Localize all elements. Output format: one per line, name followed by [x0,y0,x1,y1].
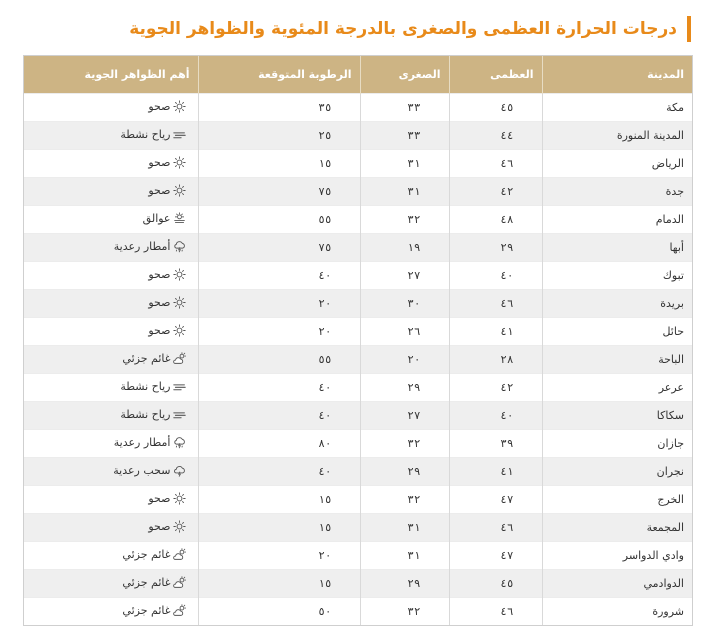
cell-humidity: ٧٥ [198,234,360,262]
sun-icon [173,324,186,337]
cell-condition [24,346,198,374]
cell-condition [24,402,198,430]
dust-icon [173,212,186,225]
cell-min: ٢٩ [360,570,449,598]
cell-min: ٢٠ [360,346,449,374]
cell-min: ٢٩ [360,458,449,486]
condition-label: أمطار رعدية [113,435,171,449]
cell-max: ٤٧ [449,486,542,514]
cell-city: جازان [542,430,692,458]
cell-min: ٣٢ [360,486,449,514]
cell-city: عرعر [542,374,692,402]
condition-wrap [122,352,185,365]
table-body [24,94,692,626]
cell-humidity: ٤٠ [198,402,360,430]
cell-condition [24,458,198,486]
cell-humidity: ٤٠ [198,458,360,486]
cell-max: ٤٦ [449,150,542,178]
sun-icon [173,184,186,197]
cell-condition [24,514,198,542]
cell-city: الخرج [542,486,692,514]
header-max: العظمى [449,56,542,94]
cell-condition [24,486,198,514]
sun-icon [173,100,186,113]
cell-condition [24,206,198,234]
cell-min: ٣١ [360,150,449,178]
sun-icon [173,492,186,505]
condition-label: غائم جزئي [122,603,171,617]
partly-cloudy-icon [173,548,186,561]
wind-icon [173,380,186,393]
cell-humidity: ١٥ [198,486,360,514]
table-row [24,346,692,374]
cell-min: ٢٧ [360,402,449,430]
cell-min: ١٩ [360,234,449,262]
cell-min: ٣٢ [360,598,449,626]
cell-humidity: ٨٠ [198,430,360,458]
partly-cloudy-icon [173,352,186,365]
cell-humidity: ٢٠ [198,290,360,318]
table-row [24,402,692,430]
table-row [24,262,692,290]
cell-city: الرياض [542,150,692,178]
cell-city: الباحة [542,346,692,374]
cell-humidity: ٤٠ [198,374,360,402]
condition-wrap [122,548,185,561]
cell-humidity: ٥٥ [198,346,360,374]
cell-max: ٤٦ [449,290,542,318]
condition-label: رياح نشطة [120,379,171,393]
cell-city: بريدة [542,290,692,318]
cell-city: سكاكا [542,402,692,430]
condition-label: رياح نشطة [120,407,171,421]
cell-condition [24,178,198,206]
cell-city: الدوادمي [542,570,692,598]
condition-label: أمطار رعدية [113,239,171,253]
table-row [24,458,692,486]
table-row [24,514,692,542]
header-humidity: الرطوبة المتوقعة [198,56,360,94]
title-accent-bar [687,16,691,42]
cell-humidity: ٤٠ [198,262,360,290]
cell-city: تبوك [542,262,692,290]
cell-humidity: ٢٠ [198,318,360,346]
cell-humidity: ٧٥ [198,178,360,206]
cell-city: مكة [542,94,692,122]
cell-min: ٣١ [360,514,449,542]
condition-label: صحو [148,323,171,337]
sun-icon [173,268,186,281]
condition-wrap [148,492,185,505]
cell-max: ٤٦ [449,598,542,626]
table-row [24,122,692,150]
thundercloud-icon [173,464,186,477]
cell-condition [24,374,198,402]
table-row [24,486,692,514]
cell-humidity: ٣٥ [198,94,360,122]
condition-label: غائم جزئي [122,575,171,589]
wind-icon [173,128,186,141]
cell-min: ٢٧ [360,262,449,290]
thunderstorm-icon [173,240,186,253]
cell-city: الدمام [542,206,692,234]
cell-min: ٢٦ [360,318,449,346]
cell-condition [24,262,198,290]
cell-max: ٣٩ [449,430,542,458]
partly-cloudy-icon [173,576,186,589]
table-row [24,318,692,346]
cell-min: ٣١ [360,178,449,206]
cell-max: ٢٨ [449,346,542,374]
cell-city: جدة [542,178,692,206]
condition-label: غائم جزئي [122,351,171,365]
cell-humidity: ٥٠ [198,598,360,626]
cell-max: ٤٥ [449,570,542,598]
condition-label: سحب رعدية [113,463,171,477]
condition-wrap [148,156,185,169]
header-condition: أهم الظواهر الجوية [24,56,198,94]
condition-label: عوالق [142,211,171,225]
condition-wrap [148,268,185,281]
table-row [24,374,692,402]
condition-wrap [148,520,185,533]
condition-wrap [148,184,185,197]
table-row [24,94,692,122]
condition-wrap [120,128,185,141]
condition-label: صحو [148,155,171,169]
condition-wrap [148,324,185,337]
header-city: المدينة [542,56,692,94]
cell-humidity: ٢٥ [198,122,360,150]
cell-city: نجران [542,458,692,486]
thunderstorm-icon [173,436,186,449]
condition-wrap [122,576,185,589]
cell-condition [24,542,198,570]
cell-condition [24,150,198,178]
sun-icon [173,296,186,309]
table-row [24,598,692,626]
cell-humidity: ١٥ [198,570,360,598]
condition-wrap [148,100,185,113]
cell-condition [24,122,198,150]
table-header-row [24,56,692,94]
cell-humidity: ١٥ [198,150,360,178]
condition-wrap [114,436,186,449]
weather-table-container [23,55,693,626]
condition-wrap [120,408,185,421]
cell-condition [24,94,198,122]
table-row [24,290,692,318]
cell-max: ٤٥ [449,94,542,122]
cell-min: ٣٣ [360,94,449,122]
cell-city: حائل [542,318,692,346]
cell-humidity: ٥٥ [198,206,360,234]
cell-condition [24,430,198,458]
sun-icon [173,520,186,533]
cell-max: ٤٠ [449,262,542,290]
table-row [24,430,692,458]
cell-condition [24,234,198,262]
cell-max: ٤٦ [449,514,542,542]
cell-max: ٢٩ [449,234,542,262]
cell-condition [24,570,198,598]
condition-label: صحو [148,267,171,281]
cell-min: ٣٠ [360,290,449,318]
table-row [24,150,692,178]
wind-icon [173,408,186,421]
cell-city: المدينة المنورة [542,122,692,150]
cell-condition [24,290,198,318]
cell-max: ٤٧ [449,542,542,570]
weather-table [24,56,692,625]
page-title: درجات الحرارة العظمى والصغرى بالدرجة المئوية والظواهر الجوية [129,19,677,39]
condition-wrap [113,464,185,477]
sun-icon [173,156,186,169]
cell-max: ٤٠ [449,402,542,430]
cell-min: ٣٣ [360,122,449,150]
condition-label: غائم جزئي [122,547,171,561]
table-row [24,234,692,262]
cell-city: أبها [542,234,692,262]
cell-humidity: ٢٠ [198,542,360,570]
header-min: الصغرى [360,56,449,94]
cell-city: شرورة [542,598,692,626]
cell-city: المجمعة [542,514,692,542]
table-row [24,542,692,570]
page-header [15,14,691,44]
partly-cloudy-icon [173,604,186,617]
table-row [24,570,692,598]
cell-city: وادي الدواسر [542,542,692,570]
condition-wrap [143,212,186,225]
cell-min: ٣١ [360,542,449,570]
cell-min: ٢٩ [360,374,449,402]
cell-max: ٤٨ [449,206,542,234]
cell-condition [24,318,198,346]
condition-wrap [114,240,186,253]
cell-max: ٤١ [449,458,542,486]
cell-max: ٤٤ [449,122,542,150]
cell-max: ٤٢ [449,178,542,206]
condition-label: صحو [148,491,171,505]
cell-min: ٣٢ [360,206,449,234]
condition-label: صحو [148,99,171,113]
cell-condition [24,598,198,626]
condition-label: صحو [148,183,171,197]
table-row [24,206,692,234]
table-row [24,178,692,206]
condition-wrap [122,604,185,617]
cell-max: ٤٢ [449,374,542,402]
cell-humidity: ١٥ [198,514,360,542]
condition-wrap [120,380,185,393]
cell-max: ٤١ [449,318,542,346]
condition-label: صحو [148,295,171,309]
condition-label: رياح نشطة [120,127,171,141]
cell-min: ٣٢ [360,430,449,458]
condition-label: صحو [148,519,171,533]
condition-wrap [148,296,185,309]
